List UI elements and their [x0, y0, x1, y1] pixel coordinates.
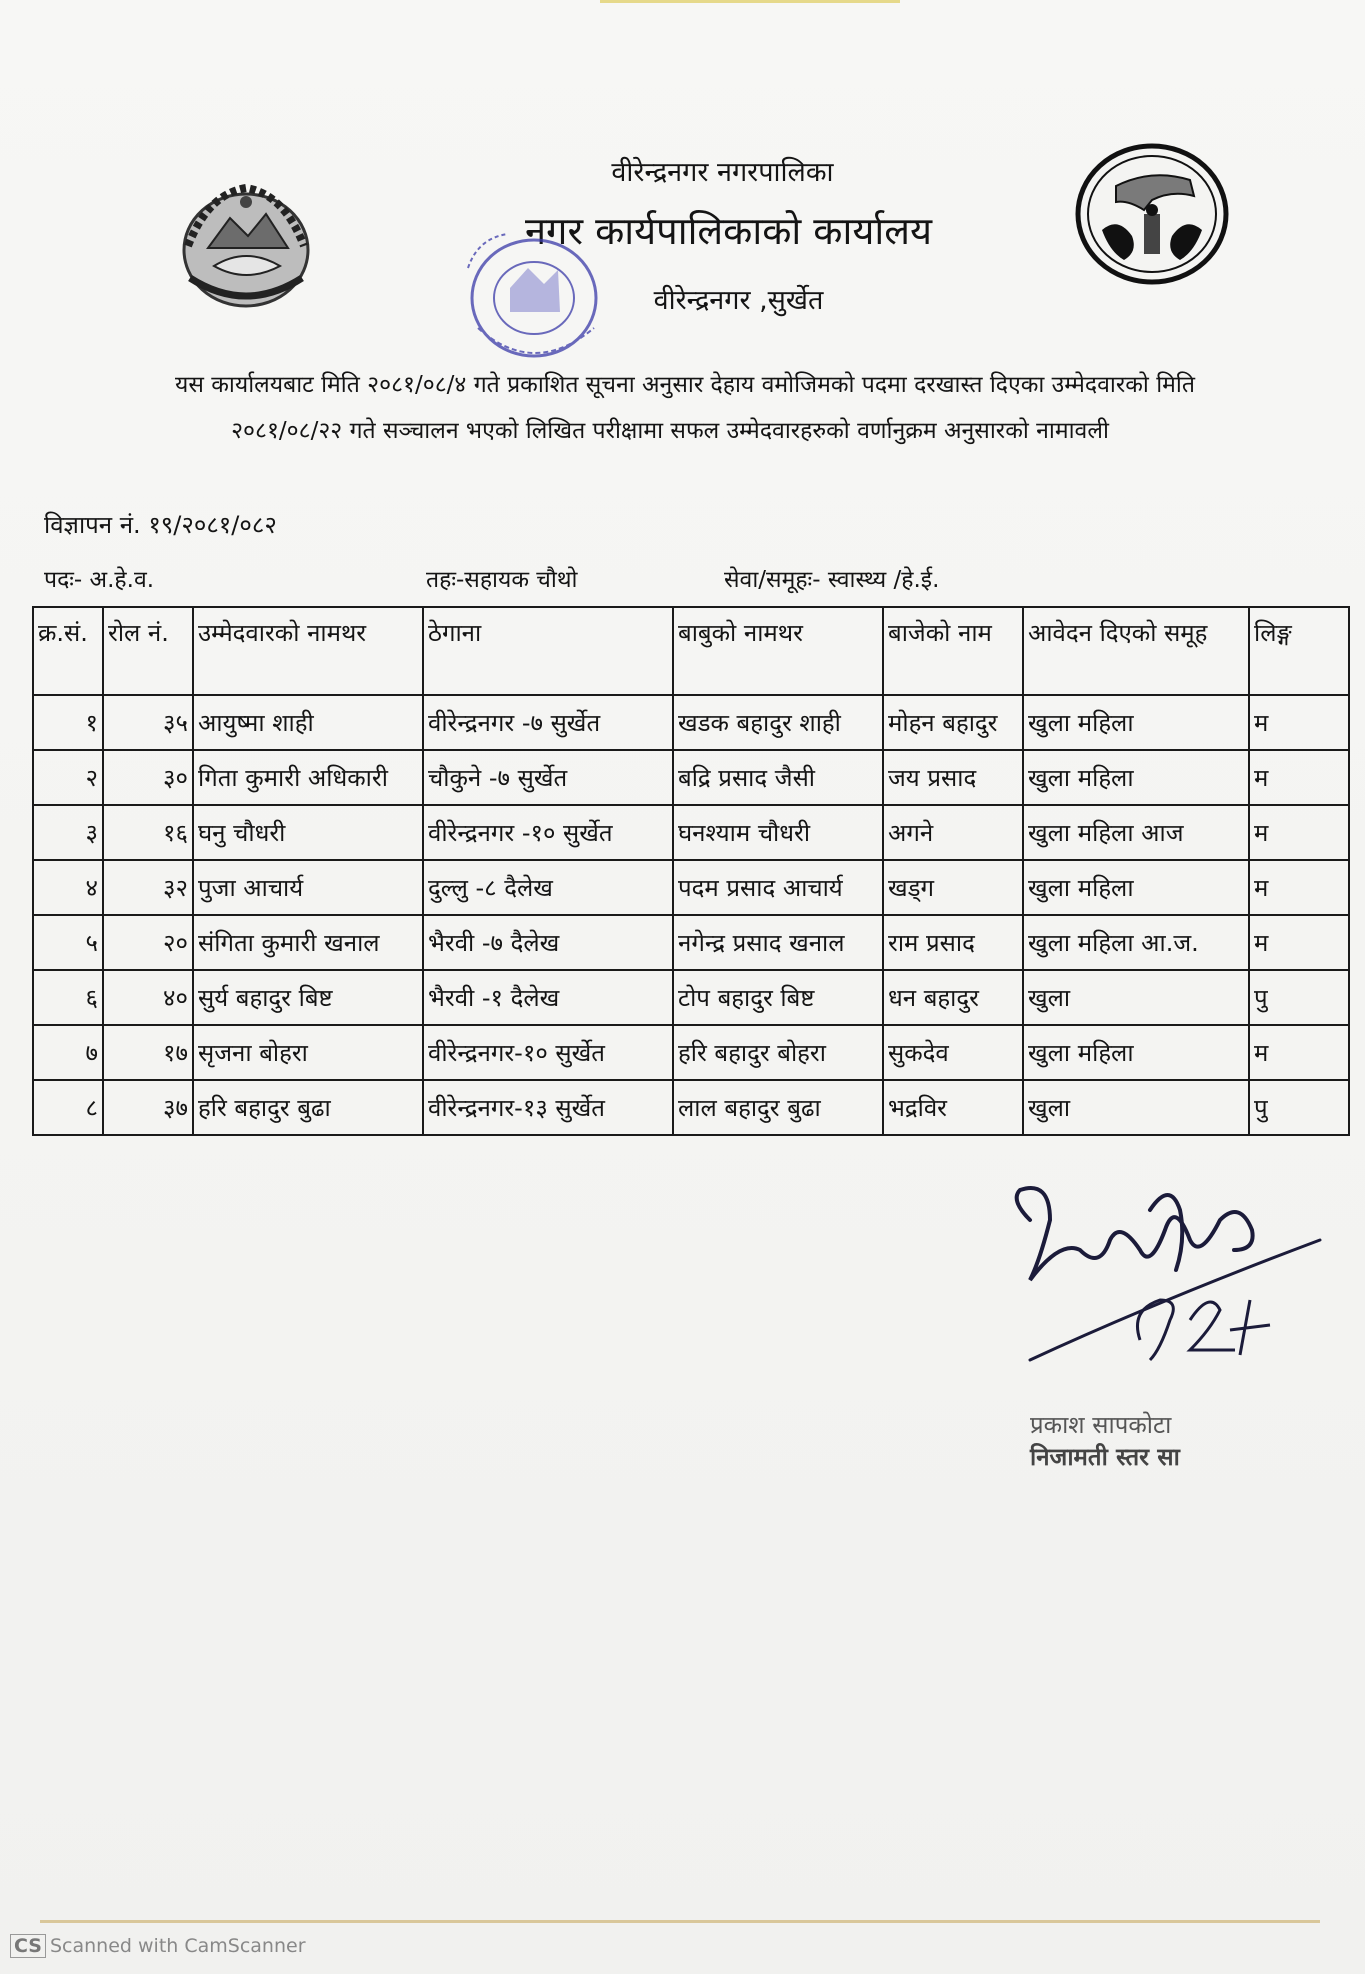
cell-roll: ३५ — [103, 695, 193, 750]
cell-applied-group: खुला महिला — [1023, 695, 1249, 750]
cell-gender: पु — [1249, 1080, 1349, 1135]
cell-father-name: लाल बहादुर बुढा — [673, 1080, 883, 1135]
cell-father-name: खडक बहादुर शाही — [673, 695, 883, 750]
cell-serial: ८ — [33, 1080, 103, 1135]
header-applied-group: आवेदन दिएको समूह — [1023, 607, 1249, 695]
cell-gender: म — [1249, 695, 1349, 750]
cell-address: दुल्लु -८ दैलेख — [423, 860, 673, 915]
advertisement-number: विज्ञापन नं. १९/२०८१/०८२ — [44, 511, 277, 539]
cell-father-name: हरि बहादुर बोहरा — [673, 1025, 883, 1080]
post-field: पदः- अ.हे.व. — [44, 567, 155, 593]
cell-grandfather-name: खड्ग — [883, 860, 1023, 915]
cell-candidate-name: गिता कुमारी अधिकारी — [193, 750, 423, 805]
header-gender: लिङ्ग — [1249, 607, 1349, 695]
cell-applied-group: खुला — [1023, 970, 1249, 1025]
table-row — [33, 860, 1349, 915]
table-row — [33, 970, 1349, 1025]
cell-grandfather-name: मोहन बहादुर — [883, 695, 1023, 750]
cell-roll: २० — [103, 915, 193, 970]
cell-address: वीरेन्द्रनगर-१० सुर्खेत — [423, 1025, 673, 1080]
cell-grandfather-name: भद्रविर — [883, 1080, 1023, 1135]
level-field: तहः-सहायक चौथो — [426, 567, 578, 593]
cell-father-name: घनश्याम चौधरी — [673, 805, 883, 860]
table-row — [33, 805, 1349, 860]
cell-gender: म — [1249, 860, 1349, 915]
cell-applied-group: खुला महिला आज — [1023, 805, 1249, 860]
cell-grandfather-name: अगने — [883, 805, 1023, 860]
cell-gender: म — [1249, 1025, 1349, 1080]
cell-serial: २ — [33, 750, 103, 805]
cell-address: भैरवी -७ दैलेख — [423, 915, 673, 970]
cell-candidate-name: सृजना बोहरा — [193, 1025, 423, 1080]
municipality-name: वीरेन्द्रनगर नगरपालिका — [611, 157, 834, 188]
bottom-edge-line — [40, 1920, 1320, 1923]
cell-serial: ६ — [33, 970, 103, 1025]
cell-applied-group: खुला महिला — [1023, 1025, 1249, 1080]
cell-address: वीरेन्द्रनगर -१० सुर्खेत — [423, 805, 673, 860]
cell-serial: ७ — [33, 1025, 103, 1080]
cell-grandfather-name: सुकदेव — [883, 1025, 1023, 1080]
cell-roll: ३० — [103, 750, 193, 805]
cell-serial: ३ — [33, 805, 103, 860]
cell-address: चौकुने -७ सुर्खेत — [423, 750, 673, 805]
cell-applied-group: खुला महिला — [1023, 860, 1249, 915]
official-stamp-icon — [448, 228, 618, 378]
table-row — [33, 750, 1349, 805]
results-table — [32, 606, 1350, 1136]
cell-candidate-name: सुर्य बहादुर बिष्ट — [193, 970, 423, 1025]
header-serial: क्र.सं. — [33, 607, 103, 695]
camscanner-watermark — [10, 1934, 306, 1958]
signatory-name: प्रकाश सापकोटा — [1030, 1411, 1172, 1439]
header-roll: रोल नं. — [103, 607, 193, 695]
cell-gender: म — [1249, 750, 1349, 805]
cell-serial: ५ — [33, 915, 103, 970]
cell-candidate-name: आयुष्मा शाही — [193, 695, 423, 750]
cell-roll: ४० — [103, 970, 193, 1025]
cell-candidate-name: पुजा आचार्य — [193, 860, 423, 915]
cell-applied-group: खुला महिला आ.ज. — [1023, 915, 1249, 970]
camscanner-badge: CS — [10, 1934, 46, 1958]
office-title: नगर कार्यपालिकाको कार्यालय — [524, 209, 933, 253]
cell-grandfather-name: धन बहादुर — [883, 970, 1023, 1025]
cell-address: वीरेन्द्रनगर-१३ सुर्खेत — [423, 1080, 673, 1135]
cell-gender: पु — [1249, 970, 1349, 1025]
cell-address: वीरेन्द्रनगर -७ सुर्खेत — [423, 695, 673, 750]
table-row — [33, 1080, 1349, 1135]
header-candidate-name: उम्मेदवारको नामथर — [193, 607, 423, 695]
cell-candidate-name: घनु चौधरी — [193, 805, 423, 860]
table-row — [33, 1025, 1349, 1080]
cell-grandfather-name: जय प्रसाद — [883, 750, 1023, 805]
office-location: वीरेन्द्रनगर ,सुर्खेत — [653, 285, 824, 316]
table-header-row — [33, 607, 1349, 695]
cell-applied-group: खुला महिला — [1023, 750, 1249, 805]
camscanner-text: Scanned with CamScanner — [49, 1935, 306, 1957]
table-row — [33, 695, 1349, 750]
header-grandfather-name: बाजेको नाम — [883, 607, 1023, 695]
cell-address: भैरवी -१ दैलेख — [423, 970, 673, 1025]
intro-line-2: २०८१/०८/२२ गते सञ्चालन भएको लिखित परीक्षामा सफल उम्मेदवारहरुको वर्णानुक्रम अनुसारको नामावली — [231, 418, 1109, 444]
cell-grandfather-name: राम प्रसाद — [883, 915, 1023, 970]
signatory-designation: निजामती स्तर सा — [1030, 1443, 1180, 1471]
header-father-name: बाबुको नामथर — [673, 607, 883, 695]
cell-serial: १ — [33, 695, 103, 750]
cell-father-name: बद्रि प्रसाद जैसी — [673, 750, 883, 805]
cell-father-name: टोप बहादुर बिष्ट — [673, 970, 883, 1025]
service-group-field: सेवा/समूहः- स्वास्थ्य /हे.ई. — [724, 567, 940, 593]
top-edge-line — [600, 0, 900, 3]
cell-serial: ४ — [33, 860, 103, 915]
cell-roll: १६ — [103, 805, 193, 860]
cell-roll: ३२ — [103, 860, 193, 915]
intro-line-1: यस कार्यालयबाट मिति २०८१/०८/४ गते प्रकाशित सूचना अनुसार देहाय वमोजिमको पदमा दरखास्त दिएका उम्मेदवारको मिति — [175, 372, 1195, 398]
cell-father-name: नगेन्द्र प्रसाद खनाल — [673, 915, 883, 970]
header-address: ठेगाना — [423, 607, 673, 695]
cell-candidate-name: हरि बहादुर बुढा — [193, 1080, 423, 1135]
table-row — [33, 915, 1349, 970]
cell-applied-group: खुला — [1023, 1080, 1249, 1135]
cell-gender: म — [1249, 915, 1349, 970]
cell-candidate-name: संगिता कुमारी खनाल — [193, 915, 423, 970]
cell-gender: म — [1249, 805, 1349, 860]
cell-father-name: पदम प्रसाद आचार्य — [673, 860, 883, 915]
cell-roll: ३७ — [103, 1080, 193, 1135]
cell-roll: १७ — [103, 1025, 193, 1080]
handwritten-signature-icon — [990, 1180, 1330, 1380]
